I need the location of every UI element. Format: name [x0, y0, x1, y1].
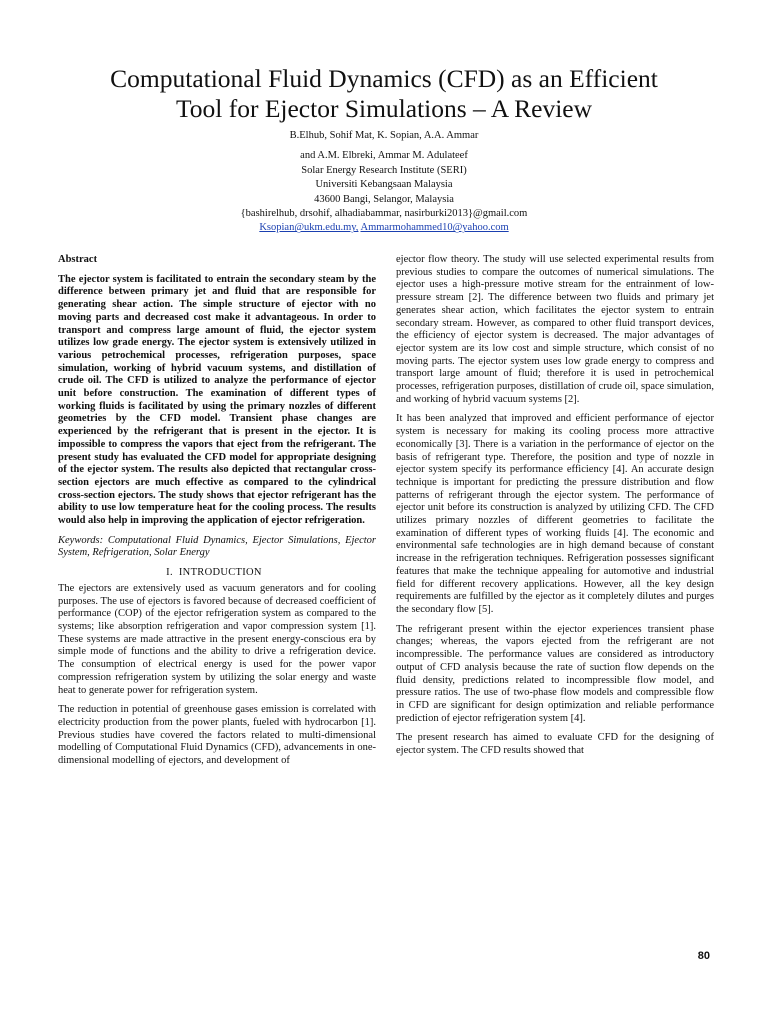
left-column	[58, 254, 376, 775]
right-column	[396, 254, 714, 765]
right-paragraph-1: ejector flow theory. The study will use selected experimental results from previous studies to compare the outcomes of numerical simulations. The ejector uses a high-pressure motive stream for the entrainment of low-pressure stream [2]. The difference between two fluids and primary jet generates shear action, which facilitates the ejector system to entrain secondary stream. However, as compared to other fluid transport devices, the efficiency of ejector system is decreased. The major advantages of ejector system are its low cost and simple structure, which consist of no moving parts. The ejector system uses low grade energy to compress and transport large amount of fluid; therefore it is used in petrochemical processes, refrigeration purposes, distillation of crude oil, space simulation, and working of hybrid vacuum systems [2].	[396, 254, 714, 405]
author-emails: {bashirelhub, drsohif, alhadiabammar, nasirburki2013}@gmail.com	[240, 208, 528, 220]
section-heading-introduction	[58, 567, 376, 580]
title-line-1: Computational Fluid Dynamics (CFD) as an Efficient	[110, 64, 658, 93]
author-line-1: B.Elhub, Sohif Mat, K. Sopian, A.A. Ammar	[289, 130, 479, 141]
keywords: Keywords: Computational Fluid Dynamics, Ejector Simulations, Ejector System, Refrigeration, Solar Energy	[58, 534, 376, 559]
author-block	[100, 129, 668, 236]
title-line-2: Tool for Ejector Simulations – A Review	[175, 94, 593, 123]
right-paragraph-4: The present research has aimed to evaluate CFD for the designing of ejector system. The CFD results showed that	[396, 732, 714, 757]
email-link-sopian[interactable]: Ksopian@ukm.edu.my,	[259, 222, 359, 234]
email-link-ammar[interactable]: Ammarmohammed10@yahoo.com	[360, 222, 509, 234]
abstract-body: The ejector system is facilitated to entrain the secondary steam by the difference between primary jet and fluid that are responsible for generating shear action. The simple structure of ejector with no moving parts and decreased cost make it advantageous. In order to transport and compress large amount of fluid, the ejector system utilizes low grade energy. The ejector system is extensively utilized in various petrochemical processes, refrigeration purposes, space simulation, working of hybrid vacuum systems, and distillation of crude oil. The CFD is utilized to analyze the performance of ejector unit before construction. The examination of different types of working fluids is facilitated by using the primary nozzles of different geometries by the CFD model. Transient phase changes are experienced by the refrigerant that is present in the ejector. It is impossible to compress the vapors that eject from the refrigerant. The present study has evaluated the CFD model for appropriate designing of the ejector system. The results also depicted that rectangular cross-section ejectors are much effective as compared to the cylindrical cross-section ejectors. The study shows that ejector refrigerant has the ability to use low temperature heat for the cooling process. The results would also help in improving the application of ejector refrigeration.	[58, 273, 376, 527]
affiliation-address: 43600 Bangi, Selangor, Malaysia	[314, 193, 454, 205]
author-line-2: and A.M. Elbreki, Ammar M. Adulateef	[300, 150, 468, 162]
affiliation-university: Universiti Kebangsaan Malaysia	[315, 179, 453, 191]
abstract-heading: Abstract	[58, 254, 98, 265]
affiliation-institute: Solar Energy Research Institute (SERI)	[301, 164, 467, 176]
intro-paragraph-2: The reduction in potential of greenhouse gases emission is correlated with electricity production from the power plants, fueled with hydrocarbon [1]. Previous studies have covered the factors related to multi-dimensional modelling of Computational Fluid Dynamics (CFD), advancements in one-dimensional modelling of ejectors, and development of	[58, 704, 376, 767]
page-number: 80	[697, 950, 710, 962]
paper-title	[30, 64, 738, 124]
section-title: INTRODUCTION	[178, 567, 262, 579]
right-paragraph-2: It has been analyzed that improved and efficient performance of ejector system is necessary for making its cooling process more attractive economically [3]. There is a variation in the performance of ejector on the basis of refrigerant type. Therefore, the position and type of nozzle in ejector system specify its performance efficiency [4]. An accurate design technique is important for predicting the pressure distribution and flow patterns of refrigerant through the ejector system. The performance of ejector unit before its construction is analyzed by utilizing CFD. The CFD utilizes primary nozzles of different geometries to facilitate the examination of different types of working fluids [4]. The economic and environmental safe technologies are in high demand because of constant increase in the refrigeration techniques. Refrigeration possesses significant features that make the technique appealing for automotive and industrial field for different recovery applications. However, all the key design requirements are fulfilled by the ejector as it completely dilutes and purges the secondary flow [5].	[396, 413, 714, 615]
intro-paragraph-1: The ejectors are extensively used as vacuum generators and for cooling purposes. The use of ejectors is favored because of decreased coefficient of performance (COP) of the ejector refrigeration system as compared to the systems; like absorption refrigeration and vapor compression system [1]. These systems are made attractive in the present energy-conscious era by simple mode of functions and the ability to drive a refrigeration device. The consumption of electrical energy is used for the power vapor compression refrigeration system by utilizing the solar energy and waste heat to generate power for refrigeration system.	[58, 582, 376, 696]
right-paragraph-3: The refrigerant present within the ejector experiences transient phase changes; whereas, the vapors ejected from the refrigerant are not incompressible. The performance values are considered as introductory output of CFD analysis because the rate of suction flow depends on the fluid density, predictions related to incompressible flow model, and pressure ratios. The use of two-phase flow models and compressible flow in CFD are significant for design optimization and reliable performance prediction of ejector refrigeration system [4].	[396, 623, 714, 724]
section-number: I.	[166, 567, 173, 579]
author-email-links	[100, 221, 668, 235]
